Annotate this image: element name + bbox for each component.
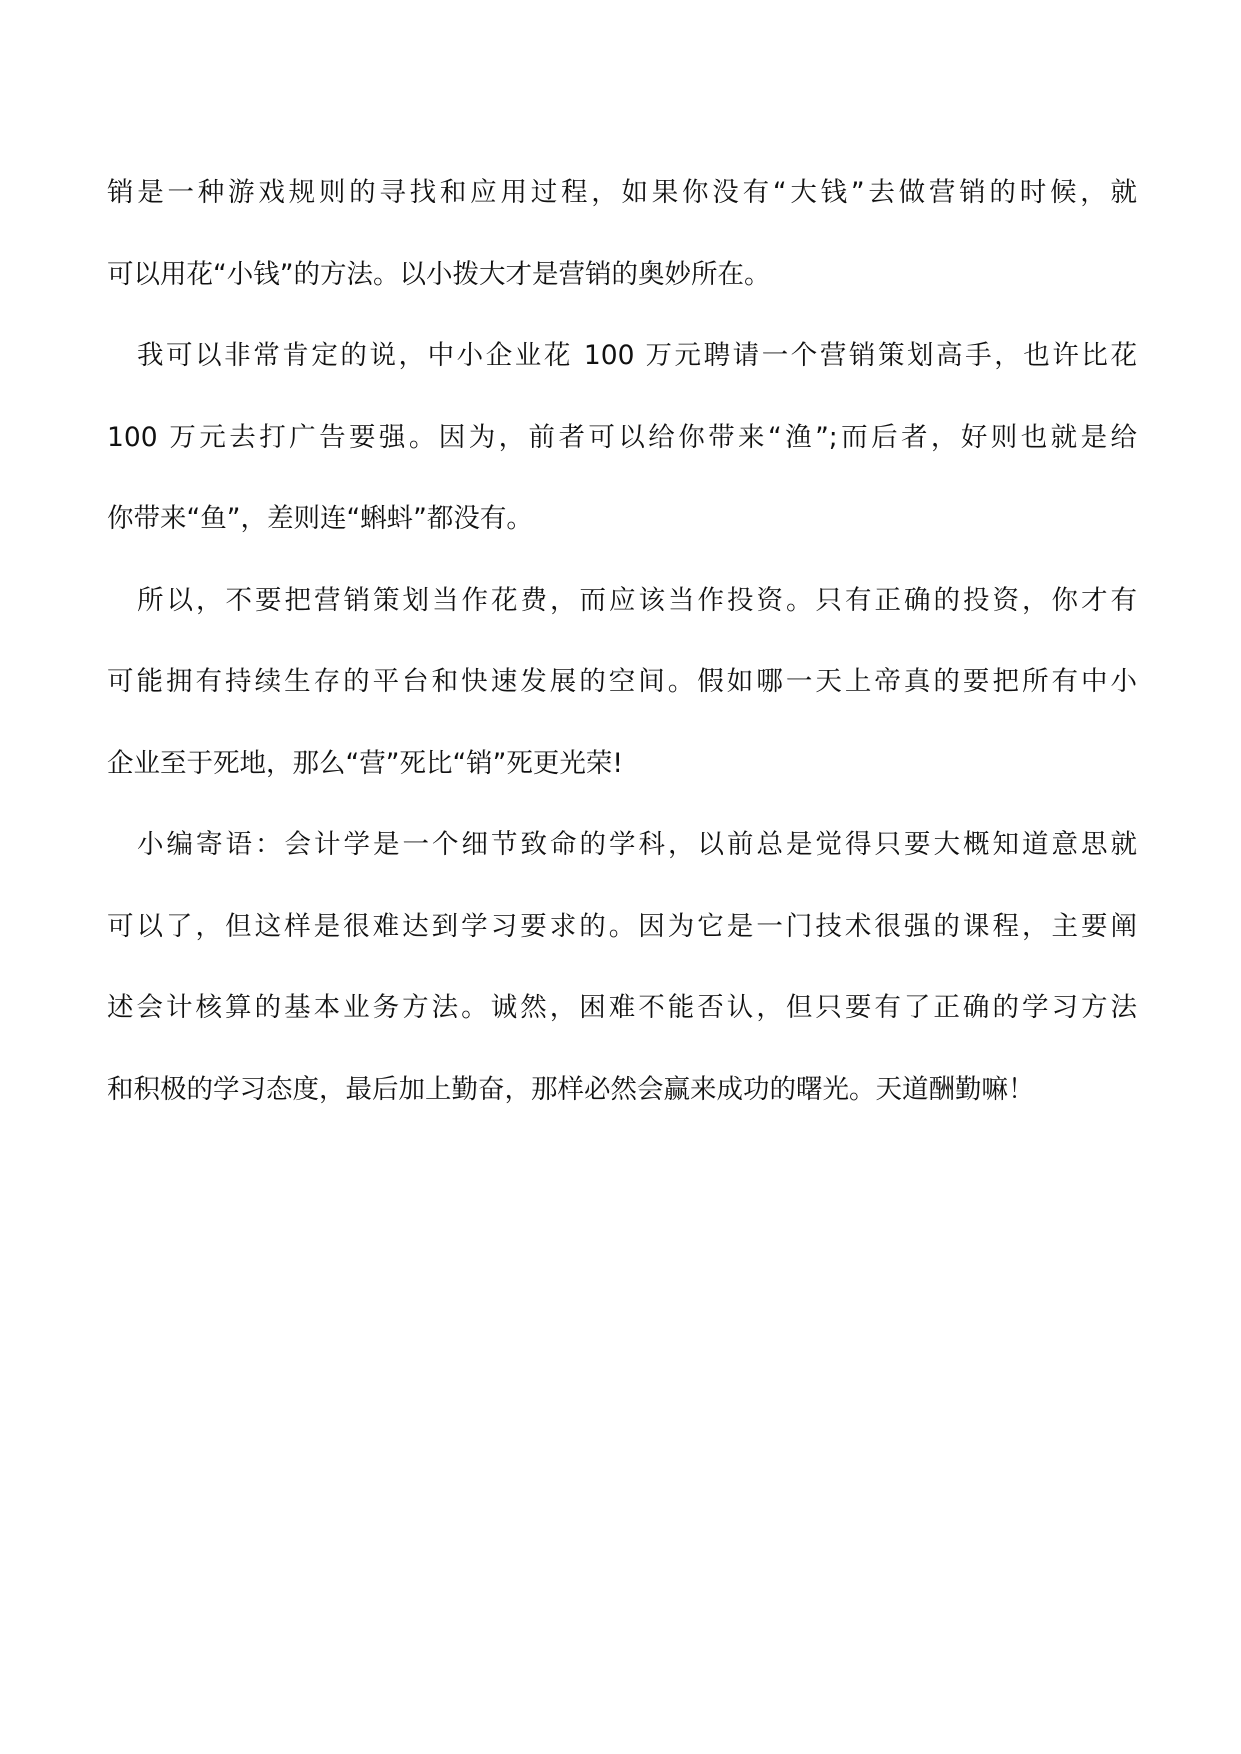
text-line: 可以了，但这样是很难达到学习要求的。因为它是一门技术很强的课程，主要阐 (107, 910, 1137, 942)
document-body (107, 152, 1137, 1130)
text-line: 述会计核算的基本业务方法。诚然，困难不能否认，但只要有了正确的学习方法 (107, 992, 1137, 1023)
text-line: 企业至于死地，那么“营”死比“销”死更光荣! (107, 747, 624, 779)
text-line: 可能拥有持续生存的平台和快速发展的空间。假如哪一天上帝真的要把所有中小 (107, 666, 1137, 697)
text-line: 销是一种游戏规则的寻找和应用过程，如果你没有“大钱”去做营销的时候，就 (107, 177, 1137, 208)
text-line: 你带来“鱼”，差则连“蝌蚪”都没有。 (107, 503, 533, 534)
text-line: 小编寄语：会计学是一个细节致命的学科，以前总是觉得只要大概知道意思就 (137, 829, 1137, 860)
text-line: 所以，不要把营销策划当作花费，而应该当作投资。只有正确的投资，你才有 (137, 584, 1137, 616)
text-line: 可以用花“小钱”的方法。以小拨大才是营销的奥妙所在。 (107, 258, 771, 290)
text-line: 100 万元去打广告要强。因为，前者可以给你带来“渔”;而后者，好则也就是给 (107, 421, 1137, 453)
text-line: 和积极的学习态度，最后加上勤奋，那样必然会赢来成功的曙光。天道酬勤嘛！ (107, 1073, 1035, 1105)
text-line: 我可以非常肯定的说，中小企业花 100 万元聘请一个营销策划高手，也许比花 (137, 340, 1137, 371)
